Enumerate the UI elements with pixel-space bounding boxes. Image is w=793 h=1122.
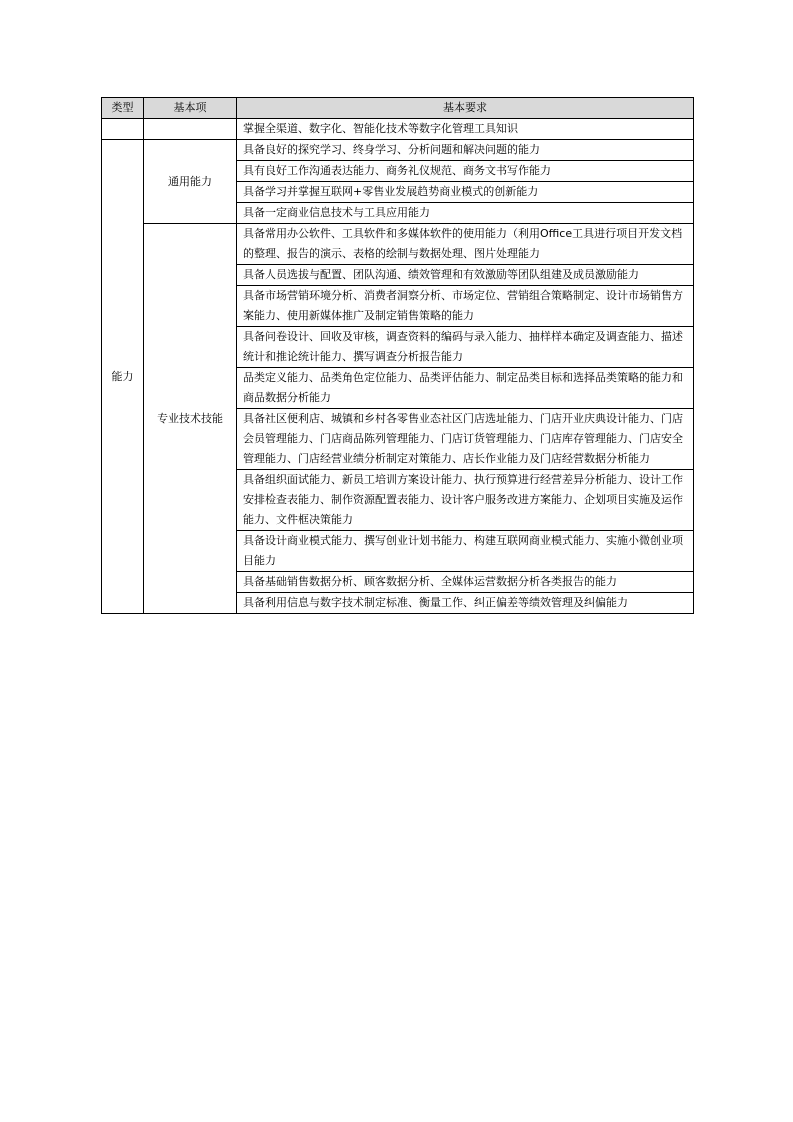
requirement-cell: 具备组织面试能力、新员工培训方案设计能力、执行预算进行经营差异分析能力、设计工作安排检查表能力、制作资源配置表能力、设计客户服务改进方案能力、企划项目实施及运作能力、文件框决策能力 xyxy=(237,470,694,531)
requirement-cell: 具备问卷设计、回收及审核，调查资料的编码与录入能力、抽样样本确定及调查能力、描述统计和推论统计能力、撰写调查分析报告能力 xyxy=(237,327,694,368)
item-cell-general: 通用能力 xyxy=(144,140,237,224)
type-cell-empty xyxy=(102,119,144,140)
table-row xyxy=(102,119,694,140)
type-cell-ability: 能力 xyxy=(102,140,144,614)
requirement-cell: 具备常用办公软件、工具软件和多媒体软件的使用能力（利用Office工具进行项目开发文档的整理、报告的演示、表格的绘制与数据处理、图片处理能力 xyxy=(237,224,694,265)
requirement-cell: 具备基础销售数据分析、顾客数据分析、全媒体运营数据分析各类报告的能力 xyxy=(237,572,694,593)
item-cell-professional: 专业技术技能 xyxy=(144,224,237,614)
requirement-cell: 品类定义能力、品类角色定位能力、品类评估能力、制定品类目标和选择品类策略的能力和商品数据分析能力 xyxy=(237,368,694,409)
requirement-cell: 具备设计商业模式能力、撰写创业计划书能力、构建互联网商业模式能力、实施小微创业项目能力 xyxy=(237,531,694,572)
requirement-cell: 具有良好工作沟通表达能力、商务礼仪规范、商务文书写作能力 xyxy=(237,161,694,182)
requirement-cell: 具备利用信息与数字技术制定标准、衡量工作、纠正偏差等绩效管理及纠偏能力 xyxy=(237,593,694,614)
requirement-cell: 具备一定商业信息技术与工具应用能力 xyxy=(237,203,694,224)
header-type: 类型 xyxy=(102,98,144,119)
requirement-cell: 具备人员选拔与配置、团队沟通、绩效管理和有效激励等团队组建及成员激励能力 xyxy=(237,265,694,286)
header-requirement: 基本要求 xyxy=(237,98,694,119)
requirement-cell: 掌握全渠道、数字化、智能化技术等数字化管理工具知识 xyxy=(237,119,694,140)
item-cell-empty xyxy=(144,119,237,140)
requirement-cell: 具备良好的探究学习、终身学习、分析问题和解决问题的能力 xyxy=(237,140,694,161)
requirement-cell: 具备市场营销环境分析、消费者洞察分析、市场定位、营销组合策略制定、设计市场销售方案能力、使用新媒体推广及制定销售策略的能力 xyxy=(237,286,694,327)
requirement-cell: 具备学习并掌握互联网+零售业发展趋势商业模式的创新能力 xyxy=(237,182,694,203)
requirements-table xyxy=(101,97,694,614)
requirement-cell: 具备社区便利店、城镇和乡村各零售业态社区门店选址能力、门店开业庆典设计能力、门店会员管理能力、门店商品陈列管理能力、门店订货管理能力、门店库存管理能力、门店安全管理能力、门店经营业绩分析制定对策能力、店长作业能力及门店经营数据分析能力 xyxy=(237,409,694,470)
table-row xyxy=(102,140,694,161)
table-header-row xyxy=(102,98,694,119)
header-item: 基本项 xyxy=(144,98,237,119)
table-row xyxy=(102,224,694,265)
